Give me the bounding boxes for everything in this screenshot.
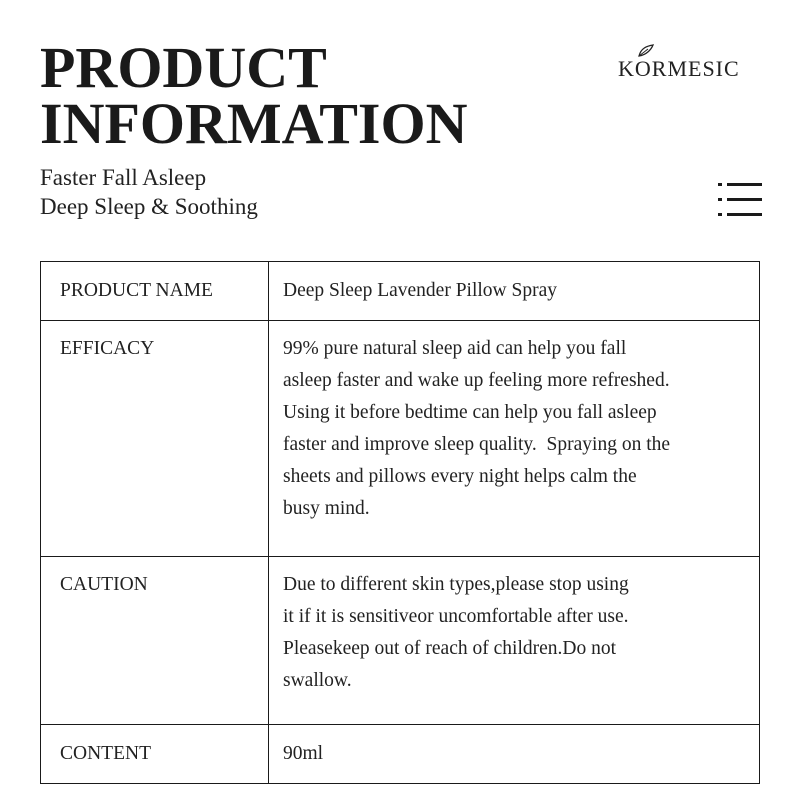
product-info-table bbox=[40, 261, 760, 784]
row-label: CAUTION bbox=[41, 557, 269, 725]
brand-logo bbox=[618, 52, 763, 92]
row-label: CONTENT bbox=[41, 725, 269, 784]
list-icon bbox=[718, 183, 762, 217]
subtitle bbox=[40, 163, 258, 221]
row-label: PRODUCT NAME bbox=[41, 262, 269, 321]
table-row-product-name bbox=[41, 262, 760, 321]
title-line-2: INFORMATION bbox=[40, 91, 468, 156]
table-row-caution bbox=[41, 557, 760, 725]
table-row-content bbox=[41, 725, 760, 784]
row-value: 99% pure natural sleep aid can help you fall asleep faster and wake up feeling more refreshed. Using it before bedtime can help you fall asleep faster and improve sleep quality. Spraying on the sheets and pillows every night helps calm the busy mind. bbox=[269, 321, 760, 557]
row-value: 90ml bbox=[269, 725, 760, 784]
brand-name: KORMESIC bbox=[618, 56, 740, 81]
subtitle-line-1: Faster Fall Asleep bbox=[40, 165, 207, 190]
row-label: EFFICACY bbox=[41, 321, 269, 557]
table-row-efficacy bbox=[41, 321, 760, 557]
subtitle-line-2: Deep Sleep & Soothing bbox=[40, 194, 258, 219]
row-value: Deep Sleep Lavender Pillow Spray bbox=[269, 262, 760, 321]
page-title bbox=[40, 35, 468, 156]
title-line-1: PRODUCT bbox=[40, 35, 327, 100]
row-value: Due to different skin types,please stop using it if it is sensitiveor uncomfortable after use. Pleasekeep out of reach of children.Do not swallow. bbox=[269, 557, 760, 725]
